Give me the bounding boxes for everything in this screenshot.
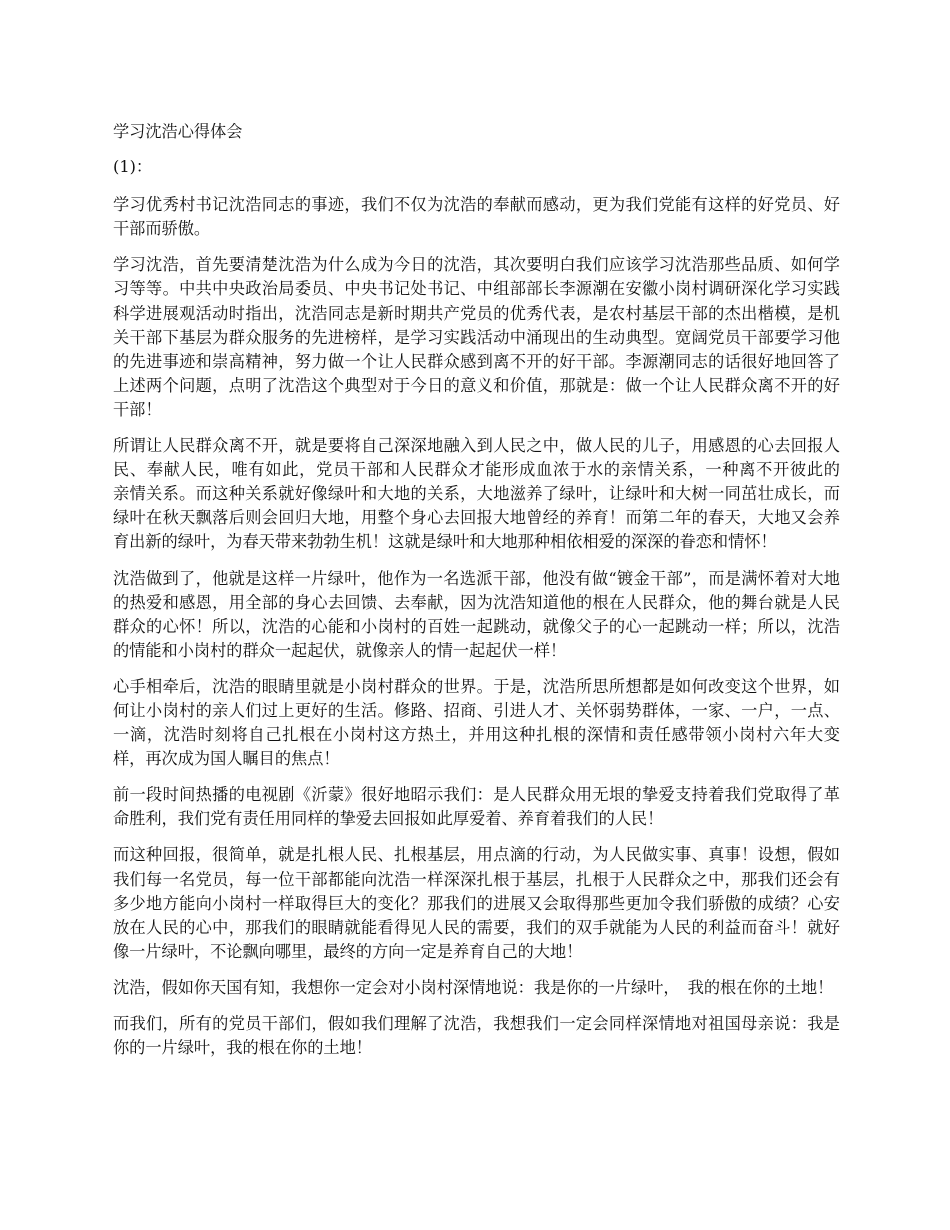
paragraph-2: 学习沈浩，首先要清楚沈浩为什么成为今日的沈浩，其次要明白我们应该学习沈浩那些品质、如何学习等等。中共中央政治局委员、中央书记处书记、中组部部长李源潮在安徽小岗村调研深化学习实践科学进展观活动时指出，沈浩同志是新时期共产党员的优秀代表，是农村基层干部的杰出楷模，是机关干部下基层为群众服务的先进榜样，是学习实践活动中涌现出的生动典型。宽阔党员干部要学习他的先进事迹和崇高精神，努力做一个让人民群众感到离不开的好干部。李源潮同志的话很好地回答了上述两个问题，点明了沈浩这个典型对于今日的意义和价值，那就是：做一个让人民群众离不开的好干部！ (113, 255, 840, 419)
document-page (113, 120, 857, 1072)
paragraph-8: 沈浩，假如你天国有知，我想你一定会对小岗村深情地说：我是你的一片绿叶， 我的根在你的土地！ (113, 977, 834, 997)
paragraph-7: 而这种回报，很简单，就是扎根人民、扎根基层，用点滴的行动，为人民做实事、真事！设想，假如我们每一名党员，每一位干部都能向沈浩一样深深扎根于基层，扎根于人民群众之中，那我们还会有多少地方能向小岗村一样取得巨大的变化？那我们的进展又会取得那些更加令我们骄傲的成绩？心安放在人民的心中，那我们的眼睛就能看得见人民的需要，我们的双手就能为人民的利益而奋斗！就好像一片绿叶，不论飘向哪里，最终的方向一定是养育自己的大地！ (113, 845, 840, 961)
paragraph-9: 而我们，所有的党员干部们，假如我们理解了沈浩，我想我们一定会同样深情地对祖国母亲说：我是你的一片绿叶，我的根在你的土地！ (113, 1014, 840, 1058)
paragraph-1: 学习优秀村书记沈浩同志的事迹，我们不仅为沈浩的奉献而感动，更为我们党能有这样的好党员、好干部而骄傲。 (113, 195, 840, 239)
paragraph-3: 所谓让人民群众离不开，就是要将自己深深地融入到人民之中，做人民的儿子，用感恩的心去回报人民、奉献人民，唯有如此，党员干部和人民群众才能形成血浓于水的亲情关系，一种离不开彼此的 亲情关系。而这种关系就好像绿叶和大地的关系，大地滋养了绿叶，让绿叶和大树一同茁壮成长，而绿叶在秋天飘落后则会回归大地，用整个身心去回报大地曾经的养育！而第二年的春天，大地又会养育出新的绿叶，为春天带来勃勃生机！这就是绿叶和大地那种相依相爱的深深的眷恋和情怀！ (113, 436, 857, 552)
paragraph-4: 沈浩做到了，他就是这样一片绿叶，他作为一名选派干部，他没有做“镀金干部”，而是满怀着对大地的热爱和感恩，用全部的身心去回馈、去奉献，因为沈浩知道他的根在人民群众，他的舞台就是人民群众的心怀！所以，沈浩的心能和小岗村的百姓一起跳动，就像父子的心一起跳动一样；所以，沈浩的情能和小岗村的群众一起起伏，就像亲人的情一起起伏一样！ (113, 568, 840, 660)
paragraph-6: 前一段时间热播的电视剧《沂蒙》很好地昭示我们：是人民群众用无垠的挚爱支持着我们党取得了革命胜利，我们党有责任用同样的挚爱去回报如此厚爱着、养育着我们的人民！ (113, 785, 840, 829)
paragraph-5: 心手相牵后，沈浩的眼睛里就是小岗村群众的世界。于是，沈浩所思所想都是如何改变这个世界，如何让小岗村的亲人们过上更好的生活。修路、招商、引进人才、关怀弱势群体，一家、一户，一点、一滴，沈浩时刻将自己扎根在小岗村这方热土，并用这种扎根的深情和责任感带领小岗村六年大变样，再次成为国人瞩目的焦点！ (113, 676, 840, 769)
document-title: 学习沈浩心得体会 (113, 122, 243, 141)
section-marker: (1)： (113, 157, 153, 177)
